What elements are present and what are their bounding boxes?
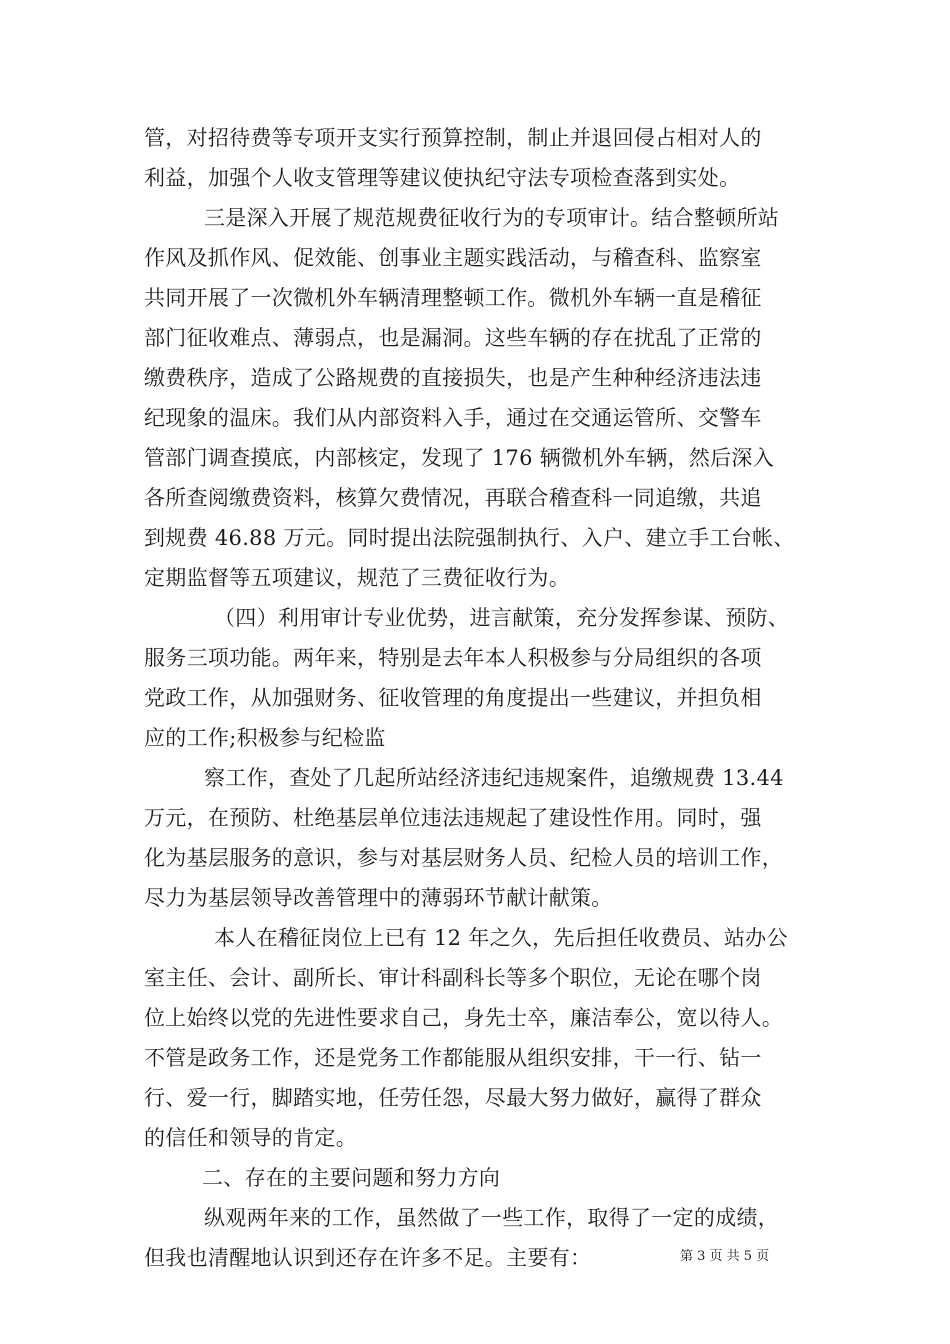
- text-line: 应的工作;积极参与纪检监: [144, 726, 386, 750]
- paragraph-start-line: 本人在稽征岗位上已有 12 年之久，先后担任收费员、站办公: [214, 926, 788, 950]
- text-line: 定期监督等五项建议，规范了三费征收行为。: [144, 566, 570, 590]
- document-body: [144, 118, 824, 1278]
- text-line: 尽力为基层领导改善管理中的薄弱环节献计献策。: [144, 886, 613, 910]
- section-heading-line: 二、存在的主要问题和努力方向: [202, 1166, 501, 1190]
- text-line: 到规费 46.88 万元。同时提出法院强制执行、入户、建立手工台帐、: [144, 526, 795, 550]
- section-heading-line: （四）利用审计专业优势，进言献策，充分发挥参谋、预防、: [214, 606, 790, 630]
- text-line: 万元，在预防、杜绝基层单位违法违规起了建设性作用。同时，强: [144, 806, 762, 830]
- paragraph-start-line: 察工作，查处了几起所站经济违纪违规案件，追缴规费 13.44: [204, 766, 784, 790]
- page-number-label: 第 3 页 共 5 页: [680, 1249, 770, 1264]
- text-line: 各所查阅缴费资料，核算欠费情况，再联合稽查科一同追缴，共追: [144, 486, 762, 510]
- text-line: 党政工作，从加强财务、征收管理的角度提出一些建议，并担负相: [144, 686, 762, 710]
- text-line: 不管是政务工作，还是党务工作都能服从组织安排，干一行、钻一: [144, 1046, 762, 1070]
- text-line: 服务三项功能。两年来，特别是去年本人积极参与分局组织的各项: [144, 646, 762, 670]
- page-number-footer: [680, 1248, 769, 1266]
- text-line: 共同开展了一次微机外车辆清理整顿工作。微机外车辆一直是稽征: [144, 286, 762, 310]
- text-line: 部门征收难点、薄弱点，也是漏洞。这些车辆的存在扰乱了正常的: [144, 326, 762, 350]
- text-line: 作风及抓作风、促效能、创事业主题实践活动，与稽查科、监察室: [144, 246, 762, 270]
- text-line: 缴费秩序，造成了公路规费的直接损失，也是产生种种经济违法违: [144, 366, 762, 390]
- text-line: 但我也清醒地认识到还存在许多不足。主要有：: [144, 1246, 592, 1270]
- text-line: 管，对招待费等专项开支实行预算控制，制止并退回侵占相对人的: [144, 126, 762, 150]
- text-line: 的信任和领导的肯定。: [144, 1126, 357, 1150]
- text-line: 行、爱一行，脚踏实地，任劳任怨，尽最大努力做好，赢得了群众: [144, 1086, 762, 1110]
- text-line: 利益，加强个人收支管理等建议使执纪守法专项检查落到实处。: [144, 166, 741, 190]
- paragraph-start-line: 纵观两年来的工作，虽然做了一些工作，取得了一定的成绩，: [204, 1206, 780, 1230]
- text-line: 纪现象的温床。我们从内部资料入手，通过在交通运管所、交警车: [144, 406, 762, 430]
- text-line: 位上始终以党的先进性要求自己，身先士卒，廉洁奉公，宽以待人。: [144, 1006, 783, 1030]
- text-line: 管部门调查摸底，内部核定，发现了 176 辆微机外车辆，然后深入: [144, 446, 775, 470]
- text-line: 室主任、会计、副所长、审计科副科长等多个职位，无论在哪个岗: [144, 966, 762, 990]
- paragraph-start-line: 三是深入开展了规范规费征收行为的专项审计。结合整顿所站: [204, 206, 780, 230]
- text-line: 化为基层服务的意识，参与对基层财务人员、纪检人员的培训工作，: [144, 846, 783, 870]
